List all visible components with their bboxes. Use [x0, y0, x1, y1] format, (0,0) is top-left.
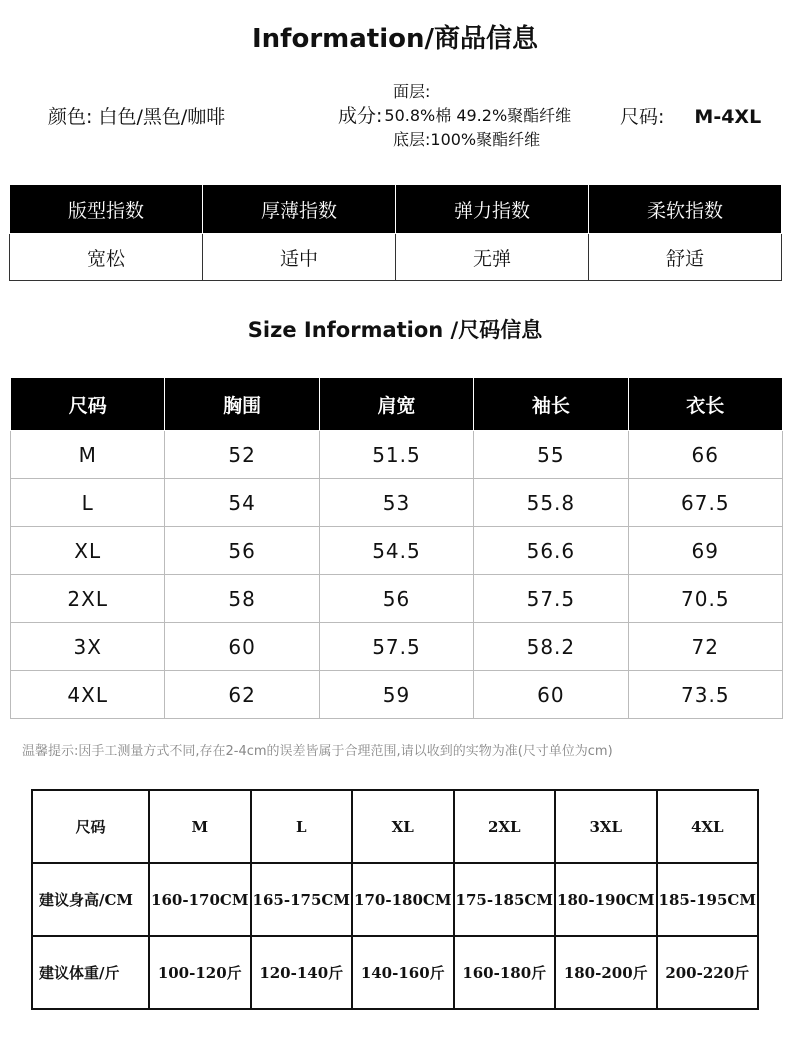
- index-header-cell: 厚薄指数: [203, 185, 396, 234]
- composition-main: 50.8%棉 49.2%聚酯纤维: [384, 106, 572, 125]
- size-cell: 57.5: [319, 623, 473, 671]
- size-cell: 58.2: [474, 623, 628, 671]
- size-row: [11, 527, 783, 575]
- index-header-cell: 弹力指数: [396, 185, 589, 234]
- size-row: [11, 671, 783, 719]
- size-cell: 67.5: [628, 479, 782, 527]
- size-cell: 53: [319, 479, 473, 527]
- index-header-cell: 版型指数: [10, 185, 203, 234]
- size-range-value: M-4XL: [694, 106, 762, 128]
- size-cell: 55.8: [474, 479, 628, 527]
- fit-header-cell: 3XL: [555, 790, 657, 863]
- size-cell: 57.5: [474, 575, 628, 623]
- fit-header-row: [32, 790, 758, 863]
- size-cell: XL: [11, 527, 165, 575]
- fit-table-body: [32, 863, 758, 1009]
- fit-row-label: 建议体重/斤: [32, 936, 149, 1009]
- fit-cell: 185-195CM: [657, 863, 759, 936]
- size-cell: 54.5: [319, 527, 473, 575]
- fit-row-label: 建议身高/CM: [32, 863, 149, 936]
- size-range-info: [620, 102, 761, 129]
- composition-label: 成分:: [338, 105, 383, 127]
- size-header-cell: 衣长: [628, 378, 782, 431]
- size-cell: 3X: [11, 623, 165, 671]
- size-header-cell: 尺码: [11, 378, 165, 431]
- size-cell: 51.5: [319, 431, 473, 479]
- size-cell: 2XL: [11, 575, 165, 623]
- composition-top: 面层:: [393, 82, 431, 101]
- fit-header-cell: M: [149, 790, 251, 863]
- color-label: 颜色:: [48, 106, 93, 128]
- size-row: [11, 479, 783, 527]
- size-header-cell: 肩宽: [319, 378, 473, 431]
- size-cell: 52: [165, 431, 319, 479]
- size-cell: 60: [165, 623, 319, 671]
- size-section-title: Size Information /尺码信息: [247, 318, 543, 342]
- fit-header-cell: 4XL: [657, 790, 759, 863]
- size-range-label: 尺码:: [620, 106, 665, 128]
- index-value-cell: 无弹: [396, 234, 589, 281]
- size-cell: 4XL: [11, 671, 165, 719]
- size-cell: 58: [165, 575, 319, 623]
- size-cell: 56: [165, 527, 319, 575]
- size-cell: M: [11, 431, 165, 479]
- fit-cell: 165-175CM: [251, 863, 353, 936]
- fit-cell: 180-190CM: [555, 863, 657, 936]
- fit-cell: 140-160斤: [352, 936, 454, 1009]
- size-cell: 59: [319, 671, 473, 719]
- fit-cell: 100-120斤: [149, 936, 251, 1009]
- fit-header-cell: 2XL: [454, 790, 556, 863]
- size-row: [11, 431, 783, 479]
- size-cell: 73.5: [628, 671, 782, 719]
- index-value-cell: 适中: [203, 234, 396, 281]
- index-value-row: [10, 234, 782, 281]
- index-value-cell: 宽松: [10, 234, 203, 281]
- fit-cell: 160-180斤: [454, 936, 556, 1009]
- fit-header-cell: XL: [352, 790, 454, 863]
- fit-cell: 175-185CM: [454, 863, 556, 936]
- fit-header-cell: 尺码: [32, 790, 149, 863]
- size-header-cell: 胸围: [165, 378, 319, 431]
- size-cell: 62: [165, 671, 319, 719]
- size-row: [11, 575, 783, 623]
- size-cell: 66: [628, 431, 782, 479]
- size-cell: 56.6: [474, 527, 628, 575]
- fit-row: [32, 936, 758, 1009]
- size-header-row: [11, 378, 783, 431]
- fit-table: [31, 789, 759, 1010]
- size-cell: 56: [319, 575, 473, 623]
- size-table: [10, 377, 783, 719]
- composition-info: [338, 80, 571, 152]
- fit-row: [32, 863, 758, 936]
- composition-bottom: 底层:100%聚酯纤维: [393, 130, 541, 149]
- size-table-body: [11, 431, 783, 719]
- color-info: [48, 102, 225, 129]
- size-header-cell: 袖长: [474, 378, 628, 431]
- fit-header-cell: L: [251, 790, 353, 863]
- index-table: [9, 184, 782, 281]
- measurement-note: 温馨提示:因手工测量方式不同,存在2-4cm的误差皆属于合理范围,请以收到的实物为准(尺寸单位为cm): [22, 744, 613, 759]
- size-cell: 54: [165, 479, 319, 527]
- size-cell: 72: [628, 623, 782, 671]
- fit-cell: 180-200斤: [555, 936, 657, 1009]
- index-header-cell: 柔软指数: [589, 185, 782, 234]
- color-value: 白色/黑色/咖啡: [98, 106, 226, 128]
- page-title: Information/商品信息: [251, 24, 539, 54]
- size-cell: 55: [474, 431, 628, 479]
- index-header-row: [10, 185, 782, 234]
- fit-cell: 170-180CM: [352, 863, 454, 936]
- index-value-cell: 舒适: [589, 234, 782, 281]
- fit-cell: 120-140斤: [251, 936, 353, 1009]
- size-row: [11, 623, 783, 671]
- fit-cell: 160-170CM: [149, 863, 251, 936]
- size-cell: 60: [474, 671, 628, 719]
- size-cell: 69: [628, 527, 782, 575]
- fit-cell: 200-220斤: [657, 936, 759, 1009]
- size-cell: 70.5: [628, 575, 782, 623]
- size-cell: L: [11, 479, 165, 527]
